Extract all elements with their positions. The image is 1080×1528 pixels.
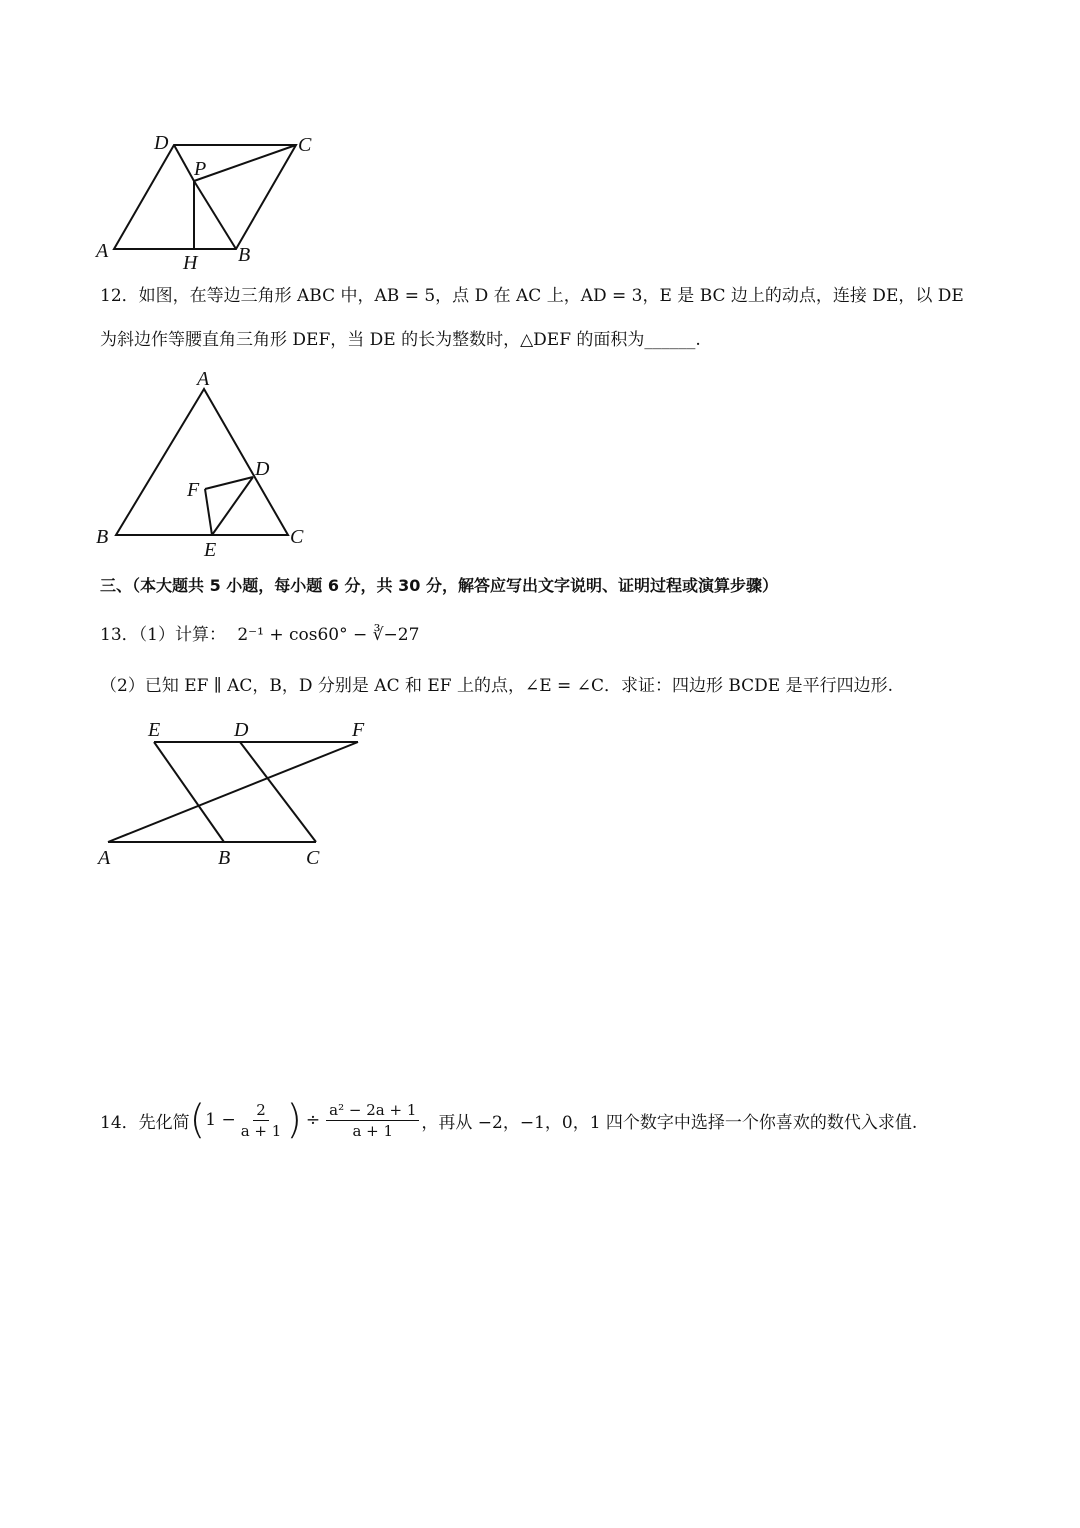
figure-parallelogram [90,125,330,275]
label-c: C [290,526,304,548]
fraction-1-denominator: a + 1 [240,1121,282,1140]
segment-pc [194,145,296,181]
label-a: A [197,368,210,390]
q14-prefix: 14．先化简 [100,1112,190,1133]
label-b: B [96,526,109,548]
label-e: E [204,539,217,561]
segment-dp [174,145,194,181]
right-paren: ) [286,1097,302,1143]
label-c: C [298,134,312,156]
q14-suffix: ，再从 −2，−1，0，1 四个数字中选择一个你喜欢的数代入求值. [421,1112,918,1133]
q13-part1-label: 13．（1）计算： [100,625,226,645]
q13-part2: （2）已知 EF ∥ AC，B，D 分别是 AC 和 EF 上的点，∠E = ∠C．求证：四边形 BCDE 是平行四边形. [100,676,894,696]
fraction-2 [326,1101,419,1140]
division-sign: ÷ [305,1110,321,1130]
q14-one-minus: 1 − [205,1110,236,1130]
q12-line1: 12．如图，在等边三角形 ABC 中，AB = 5，点 D 在 AC 上，AD = 3，E 是 BC 边上的动点，连接 DE，以 DE [100,286,964,306]
segment-pb [194,181,236,249]
label-h: H [183,252,198,274]
label-d: D [234,719,249,741]
left-paren: ( [189,1097,206,1143]
segment-dc [240,742,316,842]
q13-part1-expression: 2⁻¹ + cos60° − ∛−27 [237,625,420,645]
q12-line2: 为斜边作等腰直角三角形 DEF，当 DE 的长为整数时，△DEF 的面积为______. [100,330,701,350]
label-d: D [154,132,169,154]
label-b: B [238,244,251,266]
label-f: F [352,719,365,741]
segment-fe [205,489,212,535]
label-e: E [148,719,161,741]
label-f: F [187,479,200,501]
label-a: A [98,847,111,869]
figure-equilateral-triangle [90,365,330,565]
figure-parallel-lines [90,712,390,872]
fraction-1 [238,1101,285,1140]
fraction-2-denominator: a + 1 [352,1121,394,1140]
q13-part1 [100,627,419,644]
q14-line [100,1097,918,1143]
label-b: B [218,847,231,869]
label-a: A [96,240,109,262]
fraction-1-numerator: 2 [253,1101,269,1121]
label-p: P [194,158,207,180]
segment-eb [154,742,224,842]
label-c: C [306,847,320,869]
label-d: D [255,458,270,480]
fraction-2-numerator: a² − 2a + 1 [326,1101,419,1121]
segment-af [108,742,358,842]
section-heading: 三、（本大题共 5 小题，每小题 6 分，共 30 分，解答应写出文字说明、证明过程或演算步骤） [100,576,778,595]
